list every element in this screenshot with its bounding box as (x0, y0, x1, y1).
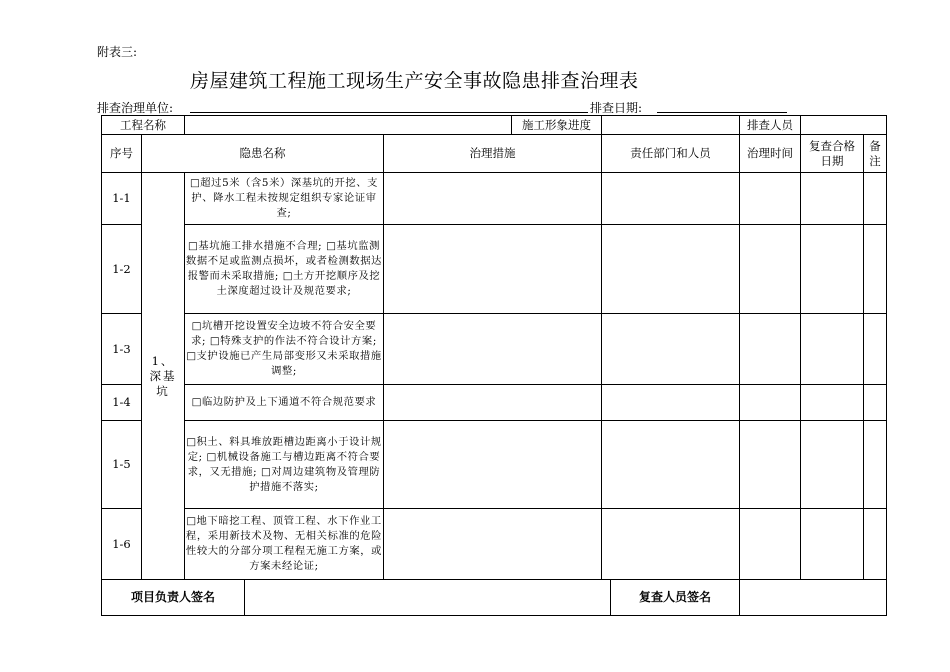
row-seq: 1-2 (102, 225, 142, 314)
measures-cell[interactable] (384, 421, 602, 509)
measures-cell[interactable] (384, 509, 602, 580)
unit-label: 排查治理单位: (97, 101, 174, 115)
signature-row (102, 580, 887, 616)
row-seq: 1-3 (102, 314, 142, 385)
measures-header: 治理措施 (384, 135, 602, 173)
project-lead-sign-label: 项目负责人签名 (102, 580, 245, 616)
date-field[interactable] (657, 112, 787, 113)
time-cell[interactable] (740, 421, 801, 509)
page-title: 房屋建筑工程施工现场生产安全事故隐患排查治理表 (190, 70, 639, 92)
responsible-cell[interactable] (602, 385, 740, 421)
unit-field[interactable] (190, 112, 588, 113)
progress-field[interactable] (602, 116, 740, 135)
time-cell[interactable] (740, 385, 801, 421)
table-row (102, 225, 887, 314)
row-seq: 1-5 (102, 421, 142, 509)
remarks-cell[interactable] (864, 173, 887, 225)
hazard-inspection-table (101, 115, 887, 616)
hazard-cell: □超过5米（含5米）深基坑的开挖、支护、降水工程未按规定组织专家论证审查; (185, 173, 384, 225)
hazard-cell: □临边防护及上下通道不符合规范要求 (185, 385, 384, 421)
seq-header: 序号 (102, 135, 142, 173)
recheck-date-cell[interactable] (801, 509, 864, 580)
row-seq: 1-1 (102, 173, 142, 225)
progress-label: 施工形象进度 (512, 116, 602, 135)
remarks-cell[interactable] (864, 225, 887, 314)
remarks-cell[interactable] (864, 385, 887, 421)
measures-cell[interactable] (384, 225, 602, 314)
recheck-date-header: 复查合格日期 (801, 135, 864, 173)
header-row (102, 135, 887, 173)
row-seq: 1-6 (102, 509, 142, 580)
responsible-cell[interactable] (602, 509, 740, 580)
measures-cell[interactable] (384, 314, 602, 385)
responsible-cell[interactable] (602, 173, 740, 225)
time-header: 治理时间 (740, 135, 801, 173)
measures-cell[interactable] (384, 173, 602, 225)
responsible-cell[interactable] (602, 314, 740, 385)
hazard-cell: □坑槽开挖设置安全边坡不符合安全要求; □特殊支护的作法不符合设计方案; □支护设施已产生局部变形又未采取措施调整; (185, 314, 384, 385)
table-row (102, 173, 887, 225)
table-row (102, 421, 887, 509)
hazard-name-header: 隐患名称 (142, 135, 384, 173)
remarks-header: 备注 (864, 135, 887, 173)
category-cell: 1、深基坑 (142, 173, 185, 580)
time-cell[interactable] (740, 173, 801, 225)
project-name-field[interactable] (185, 116, 512, 135)
date-label: 排查日期: (590, 101, 643, 115)
recheck-date-cell[interactable] (801, 225, 864, 314)
table-row (102, 385, 887, 421)
responsible-cell[interactable] (602, 225, 740, 314)
recheck-sign-label: 复查人员签名 (611, 580, 740, 616)
time-cell[interactable] (740, 314, 801, 385)
hazard-cell: □积土、料具堆放距槽边距离小于设计规定; □机械设备施工与槽边距离不符合要求，又无措施; □对周边建筑物及管理防护措施不落实; (185, 421, 384, 509)
hazard-cell: □基坑施工排水措施不合理; □基坑监测数据不足或监测点损坏，或者检测数据达报警而未采取措施; □土方开挖顺序及挖土深度超过设计及规范要求; (185, 225, 384, 314)
inspector-field[interactable] (801, 116, 887, 135)
recheck-date-cell[interactable] (801, 421, 864, 509)
remarks-cell[interactable] (864, 421, 887, 509)
remarks-cell[interactable] (864, 509, 887, 580)
time-cell[interactable] (740, 225, 801, 314)
recheck-date-cell[interactable] (801, 173, 864, 225)
measures-cell[interactable] (384, 385, 602, 421)
appendix-label: 附表三: (97, 45, 138, 59)
responsible-cell[interactable] (602, 421, 740, 509)
project-name-label: 工程名称 (102, 116, 185, 135)
table-row (102, 509, 887, 580)
remarks-cell[interactable] (864, 314, 887, 385)
responsible-header: 责任部门和人员 (602, 135, 740, 173)
recheck-signature-field[interactable] (740, 580, 887, 616)
recheck-date-cell[interactable] (801, 385, 864, 421)
table-row (102, 314, 887, 385)
hazard-cell: □地下暗挖工程、顶管工程、水下作业工程，采用新技术及物、无相关标准的危险性较大的分部分项工程程无施工方案，或方案未经论证; (185, 509, 384, 580)
project-lead-signature-field[interactable] (245, 580, 611, 616)
recheck-date-cell[interactable] (801, 314, 864, 385)
inspector-label: 排查人员 (740, 116, 801, 135)
time-cell[interactable] (740, 509, 801, 580)
row-seq: 1-4 (102, 385, 142, 421)
info-row (102, 116, 887, 135)
